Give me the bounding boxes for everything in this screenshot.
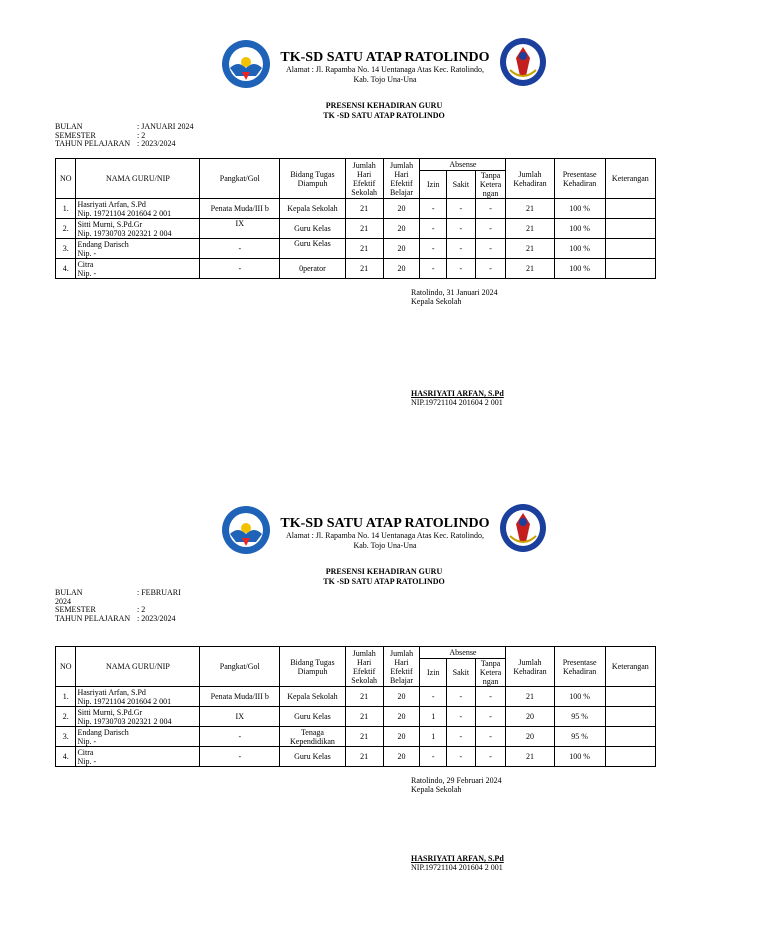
cell-izin: - — [420, 219, 447, 239]
header-hari-sekolah: Jumlah Hari Efektif Sekolah — [345, 647, 383, 687]
cell-no: 2. — [56, 707, 76, 727]
value-tahun: 2023/2024 — [141, 613, 176, 623]
teacher-nip: Nip. - — [77, 736, 97, 746]
cell-belajar: 20 — [383, 707, 420, 727]
sign-place-date: Ratolindo, 29 Februari 2024 — [411, 776, 502, 785]
cell-pangkat: - — [200, 239, 280, 259]
sep: : — [137, 122, 140, 131]
signatory-nip: NIP.19721104 201604 2 001 — [411, 398, 503, 407]
cell-bidang: Guru Kelas — [280, 219, 346, 239]
table-row — [56, 199, 656, 219]
cell-ket — [605, 747, 655, 767]
cell-persen: 95 % — [554, 727, 605, 747]
document-title-line-1: PRESENSI KEHADIRAN GURU — [325, 567, 443, 576]
value-tahun: 2023/2024 — [141, 139, 176, 148]
document-title — [0, 567, 768, 587]
teacher-name: Hasriyati Arfan, S.Pd — [77, 687, 146, 697]
cell-tanpa: - — [475, 199, 506, 219]
cell-ket — [605, 259, 655, 279]
header-pangkat: Pangkat/Gol — [200, 159, 280, 199]
teacher-name: Sitti Murni, S.Pd.Gr — [77, 707, 143, 717]
report-meta — [55, 589, 181, 623]
label-bulan: BULAN — [55, 588, 83, 597]
header-keterangan: Keterangan — [605, 159, 655, 199]
cell-sekolah: 21 — [345, 239, 383, 259]
value-bulan: FEBRUARI — [141, 588, 181, 597]
cell-persen: 100 % — [554, 747, 605, 767]
cell-pangkat: - — [200, 747, 280, 767]
sep: : — [137, 613, 140, 623]
value-semester: 2 — [141, 605, 146, 614]
signatory-name: HASRIYATI ARFAN, S.Pd — [411, 389, 504, 398]
header-absense: Absense — [420, 647, 506, 659]
header-hari-belajar: Jumlah Hari Efektif Belajar — [383, 647, 420, 687]
cell-ket — [605, 687, 655, 707]
document-title-line-2: TK -SD SATU ATAP RATOLINDO — [323, 111, 445, 120]
cell-hadir: 20 — [506, 727, 554, 747]
header-sakit: Sakit — [447, 659, 476, 687]
teacher-nip: Nip. 19730703 202321 2 004 — [77, 228, 172, 238]
sep: : — [137, 588, 140, 597]
header-tanpa: Tanpa Ketera ngan — [475, 171, 506, 199]
cell-bidang: Guru Kelas — [280, 707, 346, 727]
cell-no: 4. — [56, 259, 76, 279]
cell-sakit: - — [447, 687, 476, 707]
cell-persen: 100 % — [554, 687, 605, 707]
address-line-2: Kab. Tojo Una-Una — [353, 541, 417, 550]
cell-pangkat: Penata Muda/III b — [200, 687, 280, 707]
sep: : — [137, 139, 140, 148]
sign-role: Kepala Sekolah — [411, 785, 462, 794]
header-kehadiran: Jumlah Kehadiran — [506, 647, 554, 687]
signature-block — [411, 776, 502, 794]
tut-wuri-handayani-logo — [220, 504, 272, 556]
teacher-nip: Nip. - — [77, 248, 97, 258]
cell-tanpa: - — [475, 687, 506, 707]
cell-nama — [76, 687, 200, 707]
cell-hadir: 21 — [506, 259, 554, 279]
header-bidang: Bidang Tugas Diampuh — [280, 647, 346, 687]
address-line-1: Alamat : Jl. Rapamba No. 14 Uentanaga Atas Kec. Ratolindo, — [286, 531, 484, 540]
school-address — [272, 531, 498, 551]
cell-persen: 95 % — [554, 707, 605, 727]
teacher-name: Citra — [77, 259, 94, 269]
cell-no: 2. — [56, 219, 76, 239]
teacher-name: Endang Darisch — [77, 239, 129, 249]
label-tahun: TAHUN PELAJARAN — [55, 139, 131, 148]
signatory-nip: NIP.19721104 201604 2 001 — [411, 863, 503, 872]
teacher-nip: Nip. - — [77, 756, 97, 766]
cell-bidang: 0perator — [280, 259, 346, 279]
cell-nama — [76, 219, 200, 239]
report-meta — [55, 123, 193, 149]
label-semester: SEMESTER — [55, 130, 96, 140]
cell-belajar: 20 — [383, 747, 420, 767]
cell-tanpa: - — [475, 239, 506, 259]
cell-izin: - — [420, 747, 447, 767]
teacher-nip: Nip. - — [77, 268, 97, 278]
cell-bidang: Kepala Sekolah — [280, 199, 346, 219]
school-name: TK-SD SATU ATAP RATOLINDO — [280, 50, 490, 65]
cell-ket — [605, 239, 655, 259]
teacher-nip: Nip. 19730703 202321 2 004 — [77, 716, 172, 726]
header-presentase: Presentase Kehadiran — [554, 647, 605, 687]
cell-belajar: 20 — [383, 727, 420, 747]
header-izin: Izin — [420, 659, 447, 687]
cell-ket — [605, 219, 655, 239]
cell-tanpa: - — [475, 707, 506, 727]
cell-hadir: 21 — [506, 687, 554, 707]
cell-bidang: Guru Kelas — [280, 747, 346, 767]
cell-sekolah: 21 — [345, 707, 383, 727]
teacher-nip: Nip. 19721104 201604 2 001 — [77, 208, 172, 218]
header-izin: Izin — [420, 171, 447, 199]
cell-nama — [76, 747, 200, 767]
header-pangkat: Pangkat/Gol — [200, 647, 280, 687]
school-address — [272, 65, 498, 85]
value-semester: 2 — [141, 130, 146, 140]
cell-sakit: - — [447, 259, 476, 279]
header-nama: NAMA GURU/NIP — [76, 159, 200, 199]
teacher-nip: Nip. 19721104 201604 2 001 — [77, 696, 172, 706]
cell-bidang: Guru Kelas — [280, 239, 346, 259]
school-name: TK-SD SATU ATAP RATOLINDO — [280, 516, 490, 531]
cell-bidang: Tenaga Kependidikan — [280, 727, 346, 747]
teacher-name: Endang Darisch — [77, 727, 129, 737]
table-row — [56, 259, 656, 279]
cell-hadir: 21 — [506, 219, 554, 239]
cell-nama — [76, 259, 200, 279]
cell-belajar: 20 — [383, 199, 420, 219]
header-bidang: Bidang Tugas Diampuh — [280, 159, 346, 199]
cell-izin: - — [420, 199, 447, 219]
attendance-table — [55, 158, 656, 279]
signatory-name: HASRIYATI ARFAN, S.Pd — [411, 854, 504, 863]
cell-sakit: - — [447, 707, 476, 727]
cell-sekolah: 21 — [345, 259, 383, 279]
cell-sekolah: 21 — [345, 687, 383, 707]
address-line-1: Alamat : Jl. Rapamba No. 14 Uentanaga Atas Kec. Ratolindo, — [286, 65, 484, 74]
cell-tanpa: - — [475, 747, 506, 767]
cell-bidang: Kepala Sekolah — [280, 687, 346, 707]
header-presentase: Presentase Kehadiran — [554, 159, 605, 199]
cell-no: 4. — [56, 747, 76, 767]
value-bulan-cont: 2024 — [55, 596, 71, 606]
label-tahun: TAHUN PELAJARAN — [55, 613, 131, 623]
cell-pangkat: - — [200, 259, 280, 279]
cell-hadir: 21 — [506, 239, 554, 259]
sign-role: Kepala Sekolah — [411, 297, 462, 306]
cell-hadir: 21 — [506, 199, 554, 219]
header-sakit: Sakit — [447, 171, 476, 199]
sep: : — [137, 130, 140, 140]
value-bulan: JANUARI 2024 — [141, 122, 194, 131]
document-title-line-1: PRESENSI KEHADIRAN GURU — [325, 101, 443, 110]
teacher-name: Hasriyati Arfan, S.Pd — [77, 199, 146, 209]
cell-belajar: 20 — [383, 259, 420, 279]
cell-tanpa: - — [475, 727, 506, 747]
cell-sekolah: 21 — [345, 199, 383, 219]
table-row — [56, 747, 656, 767]
report-sheet-february — [0, 466, 768, 932]
cell-sakit: - — [447, 239, 476, 259]
table-row — [56, 219, 656, 239]
cell-hadir: 20 — [506, 707, 554, 727]
attendance-table — [55, 646, 656, 767]
cell-persen: 100 % — [554, 219, 605, 239]
header-nama: NAMA GURU/NIP — [76, 647, 200, 687]
document-title — [0, 101, 768, 121]
cell-sekolah: 21 — [345, 727, 383, 747]
header-no: NO — [56, 159, 76, 199]
cell-ket — [605, 199, 655, 219]
cell-pangkat: IX — [200, 707, 280, 727]
cell-persen: 100 % — [554, 199, 605, 219]
cell-no: 1. — [56, 199, 76, 219]
cell-belajar: 20 — [383, 687, 420, 707]
header-tanpa: Tanpa Ketera ngan — [475, 659, 506, 687]
cell-persen: 100 % — [554, 259, 605, 279]
table-row — [56, 239, 656, 259]
header-hari-belajar: Jumlah Hari Efektif Belajar — [383, 159, 420, 199]
header-no: NO — [56, 647, 76, 687]
cell-izin: 1 — [420, 727, 447, 747]
tut-wuri-handayani-logo — [220, 38, 272, 90]
cell-pangkat: IX — [200, 219, 280, 239]
cell-pangkat: Penata Muda/III b — [200, 199, 280, 219]
cell-izin: 1 — [420, 707, 447, 727]
table-row — [56, 707, 656, 727]
cell-tanpa: - — [475, 219, 506, 239]
cell-izin: - — [420, 239, 447, 259]
teacher-name: Citra — [77, 747, 94, 757]
cell-nama — [76, 727, 200, 747]
cell-tanpa: - — [475, 259, 506, 279]
cell-izin: - — [420, 687, 447, 707]
cell-persen: 100 % — [554, 239, 605, 259]
cell-nama — [76, 239, 200, 259]
header-hari-sekolah: Jumlah Hari Efektif Sekolah — [345, 159, 383, 199]
cell-pangkat: - — [200, 727, 280, 747]
teacher-name: Sitti Murni, S.Pd.Gr — [77, 219, 143, 229]
cell-no: 3. — [56, 727, 76, 747]
table-row — [56, 687, 656, 707]
sep: : — [137, 605, 140, 614]
cell-sakit: - — [447, 199, 476, 219]
signature-block — [411, 288, 498, 306]
cell-belajar: 20 — [383, 219, 420, 239]
cell-hadir: 21 — [506, 747, 554, 767]
cell-ket — [605, 707, 655, 727]
label-bulan: BULAN — [55, 122, 83, 131]
cell-izin: - — [420, 259, 447, 279]
cell-sakit: - — [447, 727, 476, 747]
regional-emblem-logo — [498, 36, 548, 88]
cell-belajar: 20 — [383, 239, 420, 259]
regional-emblem-logo — [498, 502, 548, 554]
cell-nama — [76, 707, 200, 727]
address-line-2: Kab. Tojo Una-Una — [353, 75, 417, 84]
cell-sekolah: 21 — [345, 747, 383, 767]
cell-no: 3. — [56, 239, 76, 259]
table-row — [56, 727, 656, 747]
cell-ket — [605, 727, 655, 747]
cell-sakit: - — [447, 747, 476, 767]
label-semester: SEMESTER — [55, 605, 96, 614]
header-keterangan: Keterangan — [605, 647, 655, 687]
cell-nama — [76, 199, 200, 219]
header-kehadiran: Jumlah Kehadiran — [506, 159, 554, 199]
sign-place-date: Ratolindo, 31 Januari 2024 — [411, 288, 498, 297]
cell-sakit: - — [447, 219, 476, 239]
header-absense: Absense — [420, 159, 506, 171]
cell-sekolah: 21 — [345, 219, 383, 239]
document-title-line-2: TK -SD SATU ATAP RATOLINDO — [323, 577, 445, 586]
cell-no: 1. — [56, 687, 76, 707]
